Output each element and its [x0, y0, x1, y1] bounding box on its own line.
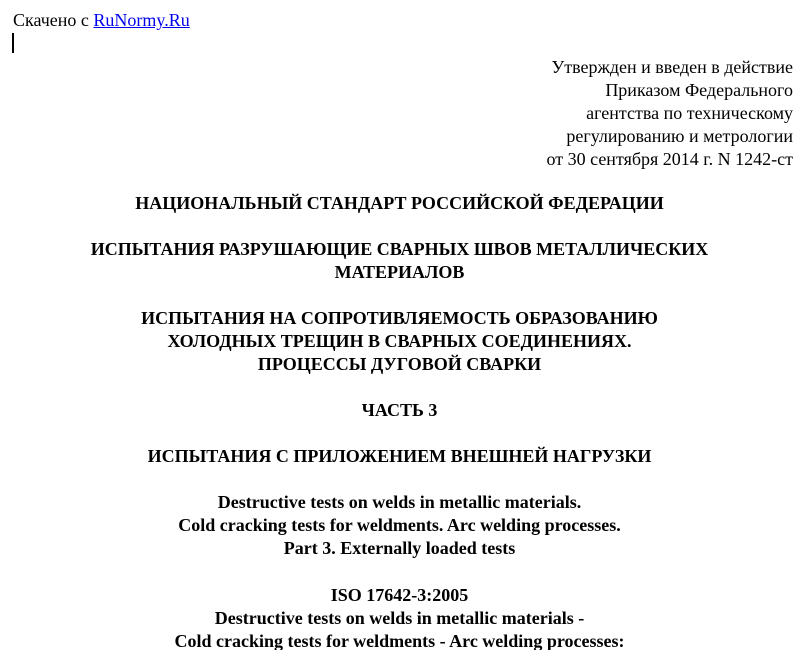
part-title-text: ИСПЫТАНИЯ С ПРИЛОЖЕНИЕМ ВНЕШНЕЙ НАГРУЗКИ: [147, 446, 652, 466]
source-prefix: Скачено с: [13, 10, 94, 30]
source-link[interactable]: RuNormy.Ru: [93, 10, 190, 30]
subtitle-heading: [0, 307, 799, 376]
main-title-line: МАТЕРИАЛОВ: [334, 262, 465, 282]
source-line: [13, 9, 190, 31]
part-text: ЧАСТЬ 3: [361, 400, 438, 420]
standard-type-text: НАЦИОНАЛЬНЫЙ СТАНДАРТ РОССИЙСКОЙ ФЕДЕРАЦИИ: [135, 193, 664, 213]
iso-block: [0, 584, 799, 650]
english-title-block: [0, 491, 799, 560]
iso-title-line: Cold cracking tests for weldments - Arc welding processes:: [174, 631, 625, 650]
approval-line: агентства по техническому: [586, 103, 793, 123]
part-title-heading: [0, 445, 799, 468]
main-title-heading: [0, 238, 799, 284]
approval-line: Утвержден и введен в действие: [551, 57, 793, 77]
english-title-line: Cold cracking tests for weldments. Arc welding processes.: [178, 515, 621, 535]
subtitle-line: ХОЛОДНЫХ ТРЕЩИН В СВАРНЫХ СОЕДИНЕНИЯХ.: [167, 331, 632, 351]
iso-title-line: Destructive tests on welds in metallic materials -: [214, 608, 585, 628]
english-title-line: Part 3. Externally loaded tests: [283, 538, 516, 558]
approval-line: регулированию и метрологии: [566, 126, 793, 146]
text-cursor: [12, 33, 14, 53]
main-title-line: ИСПЫТАНИЯ РАЗРУШАЮЩИЕ СВАРНЫХ ШВОВ МЕТАЛЛИЧЕСКИХ: [90, 239, 709, 259]
iso-code: ISO 17642-3:2005: [330, 585, 469, 605]
part-heading: [0, 399, 799, 422]
subtitle-line: ПРОЦЕССЫ ДУГОВОЙ СВАРКИ: [257, 354, 542, 374]
standard-type-heading: [0, 192, 799, 215]
approval-block: [546, 56, 793, 171]
approval-line: Приказом Федерального: [605, 80, 793, 100]
approval-line: от 30 сентября 2014 г. N 1242-ст: [546, 149, 793, 169]
english-title-line: Destructive tests on welds in metallic materials.: [217, 492, 582, 512]
subtitle-line: ИСПЫТАНИЯ НА СОПРОТИВЛЯЕМОСТЬ ОБРАЗОВАНИЮ: [141, 308, 658, 328]
